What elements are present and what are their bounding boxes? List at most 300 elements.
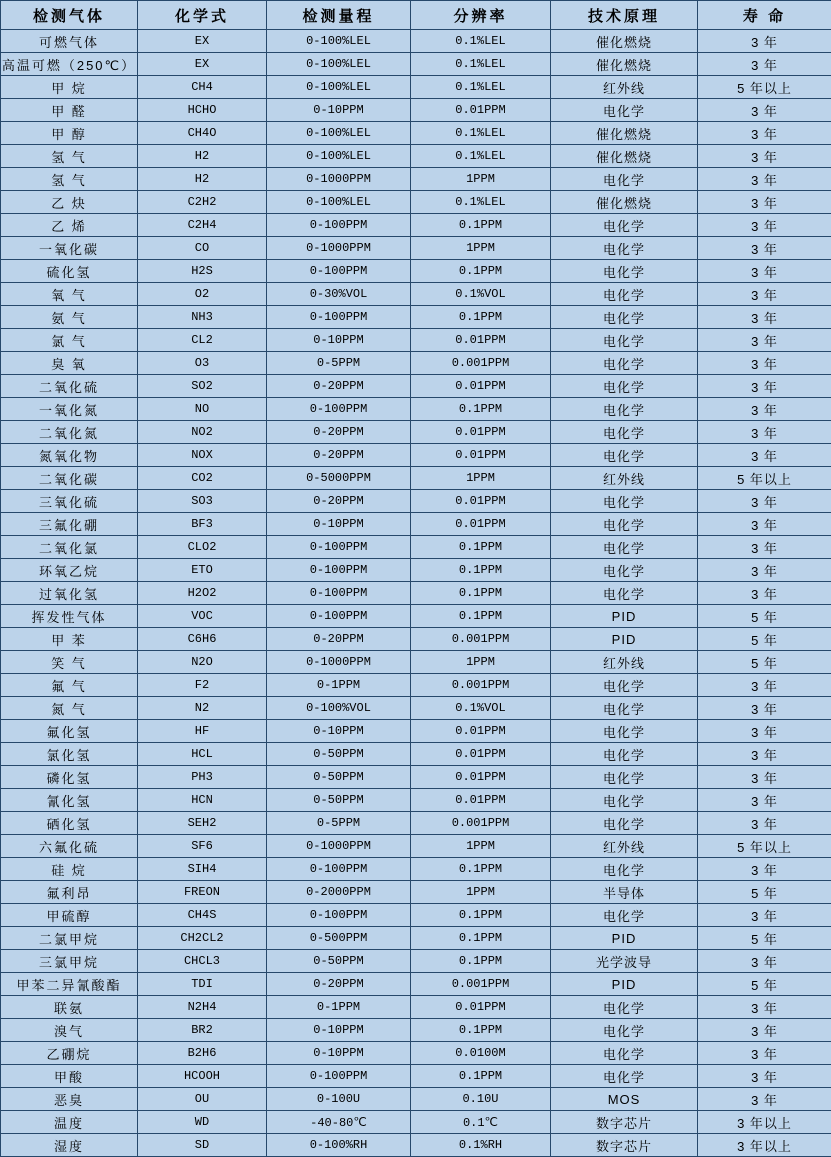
cell-principle: 电化学 <box>551 237 698 260</box>
cell-life: 3 年 <box>698 214 831 237</box>
cell-resolution: 0.01PPM <box>411 720 551 743</box>
table-row <box>1 352 831 375</box>
cell-life: 3 年 <box>698 950 831 973</box>
cell-range: 0-100%LEL <box>267 122 411 145</box>
cell-principle: 电化学 <box>551 1065 698 1088</box>
table-row <box>1 559 831 582</box>
cell-range: 0-20PPM <box>267 375 411 398</box>
cell-resolution: 0.1PPM <box>411 260 551 283</box>
cell-range: 0-500PPM <box>267 927 411 950</box>
cell-gas: 二氧化硫 <box>1 375 138 398</box>
cell-gas: 硒化氢 <box>1 812 138 835</box>
cell-gas: 磷化氢 <box>1 766 138 789</box>
cell-principle: 电化学 <box>551 214 698 237</box>
cell-resolution: 1PPM <box>411 651 551 674</box>
cell-range: 0-50PPM <box>267 950 411 973</box>
cell-principle: 红外线 <box>551 651 698 674</box>
cell-resolution: 0.1PPM <box>411 1065 551 1088</box>
cell-formula: SEH2 <box>138 812 267 835</box>
cell-resolution: 0.01PPM <box>411 996 551 1019</box>
cell-range: 0-100%RH <box>267 1134 411 1157</box>
cell-formula: CH2CL2 <box>138 927 267 950</box>
cell-range: 0-100PPM <box>267 260 411 283</box>
cell-resolution: 0.1PPM <box>411 582 551 605</box>
cell-principle: 电化学 <box>551 720 698 743</box>
cell-formula: SO2 <box>138 375 267 398</box>
cell-resolution: 0.1%LEL <box>411 76 551 99</box>
table-row <box>1 30 831 53</box>
cell-resolution: 0.1PPM <box>411 214 551 237</box>
cell-formula: H2S <box>138 260 267 283</box>
cell-gas: 氢 气 <box>1 168 138 191</box>
cell-life: 5 年 <box>698 605 831 628</box>
cell-range: 0-100%LEL <box>267 191 411 214</box>
cell-resolution: 0.1PPM <box>411 605 551 628</box>
cell-gas: 一氧化碳 <box>1 237 138 260</box>
table-row <box>1 1088 831 1111</box>
cell-formula: NO2 <box>138 421 267 444</box>
cell-life: 3 年 <box>698 122 831 145</box>
table-row <box>1 904 831 927</box>
cell-formula: FREON <box>138 881 267 904</box>
cell-gas: 甲硫醇 <box>1 904 138 927</box>
cell-resolution: 0.1PPM <box>411 904 551 927</box>
cell-life: 3 年 <box>698 191 831 214</box>
cell-principle: 电化学 <box>551 674 698 697</box>
cell-range: 0-10PPM <box>267 513 411 536</box>
table-row <box>1 145 831 168</box>
cell-life: 3 年 <box>698 53 831 76</box>
cell-principle: 半导体 <box>551 881 698 904</box>
cell-range: -40-80℃ <box>267 1111 411 1134</box>
table-row <box>1 766 831 789</box>
cell-range: 0-50PPM <box>267 766 411 789</box>
table-row <box>1 191 831 214</box>
cell-life: 5 年 <box>698 651 831 674</box>
cell-principle: PID <box>551 927 698 950</box>
cell-formula: CH4 <box>138 76 267 99</box>
cell-life: 3 年 <box>698 559 831 582</box>
table-row <box>1 1042 831 1065</box>
cell-principle: 电化学 <box>551 421 698 444</box>
cell-formula: CO <box>138 237 267 260</box>
cell-range: 0-100PPM <box>267 904 411 927</box>
table-row <box>1 628 831 651</box>
cell-range: 0-1000PPM <box>267 168 411 191</box>
cell-formula: EX <box>138 53 267 76</box>
cell-formula: WD <box>138 1111 267 1134</box>
cell-resolution: 0.001PPM <box>411 812 551 835</box>
cell-formula: C2H2 <box>138 191 267 214</box>
cell-range: 0-100PPM <box>267 605 411 628</box>
cell-principle: 红外线 <box>551 76 698 99</box>
cell-principle: 电化学 <box>551 306 698 329</box>
cell-principle: 数字芯片 <box>551 1134 698 1157</box>
cell-formula: H2O2 <box>138 582 267 605</box>
cell-formula: O2 <box>138 283 267 306</box>
cell-range: 0-5000PPM <box>267 467 411 490</box>
cell-resolution: 0.1PPM <box>411 858 551 881</box>
table-row <box>1 1019 831 1042</box>
cell-resolution: 0.1%VOL <box>411 283 551 306</box>
table-row <box>1 467 831 490</box>
cell-gas: 高温可燃（250℃） <box>1 53 138 76</box>
cell-gas: 甲 烷 <box>1 76 138 99</box>
cell-formula: N2H4 <box>138 996 267 1019</box>
cell-resolution: 0.01PPM <box>411 421 551 444</box>
cell-life: 3 年 <box>698 168 831 191</box>
cell-life: 3 年 <box>698 513 831 536</box>
cell-resolution: 0.001PPM <box>411 628 551 651</box>
column-header-gas: 检测气体 <box>1 1 138 30</box>
cell-formula: N2O <box>138 651 267 674</box>
cell-life: 3 年 <box>698 145 831 168</box>
cell-formula: N2 <box>138 697 267 720</box>
cell-formula: SO3 <box>138 490 267 513</box>
cell-life: 3 年 <box>698 99 831 122</box>
cell-principle: 红外线 <box>551 467 698 490</box>
cell-resolution: 0.1PPM <box>411 559 551 582</box>
cell-gas: 三氯甲烷 <box>1 950 138 973</box>
cell-principle: 电化学 <box>551 513 698 536</box>
cell-formula: CH4O <box>138 122 267 145</box>
cell-gas: 臭 氧 <box>1 352 138 375</box>
cell-formula: SF6 <box>138 835 267 858</box>
cell-life: 3 年 <box>698 743 831 766</box>
cell-life: 3 年以上 <box>698 1134 831 1157</box>
cell-gas: 氯 气 <box>1 329 138 352</box>
table-row <box>1 237 831 260</box>
cell-resolution: 0.01PPM <box>411 99 551 122</box>
cell-life: 3 年 <box>698 306 831 329</box>
cell-range: 0-10PPM <box>267 720 411 743</box>
cell-principle: 电化学 <box>551 352 698 375</box>
table-row <box>1 697 831 720</box>
cell-formula: TDI <box>138 973 267 996</box>
header-row <box>1 1 831 30</box>
cell-formula: OU <box>138 1088 267 1111</box>
cell-formula: O3 <box>138 352 267 375</box>
column-header-resolution: 分辨率 <box>411 1 551 30</box>
cell-gas: 乙硼烷 <box>1 1042 138 1065</box>
cell-principle: MOS <box>551 1088 698 1111</box>
table-row <box>1 927 831 950</box>
cell-range: 0-20PPM <box>267 421 411 444</box>
cell-gas: 氟利昂 <box>1 881 138 904</box>
table-row <box>1 53 831 76</box>
cell-principle: 电化学 <box>551 168 698 191</box>
cell-resolution: 0.1%VOL <box>411 697 551 720</box>
cell-life: 3 年 <box>698 329 831 352</box>
table-row <box>1 605 831 628</box>
cell-range: 0-20PPM <box>267 444 411 467</box>
cell-resolution: 0.1PPM <box>411 398 551 421</box>
cell-range: 0-50PPM <box>267 743 411 766</box>
cell-principle: 电化学 <box>551 1019 698 1042</box>
cell-range: 0-5PPM <box>267 812 411 835</box>
cell-life: 3 年 <box>698 582 831 605</box>
cell-life: 3 年以上 <box>698 1111 831 1134</box>
cell-formula: CL2 <box>138 329 267 352</box>
cell-range: 0-10PPM <box>267 1019 411 1042</box>
cell-life: 3 年 <box>698 398 831 421</box>
cell-resolution: 0.01PPM <box>411 743 551 766</box>
cell-resolution: 0.001PPM <box>411 352 551 375</box>
table-row <box>1 950 831 973</box>
cell-principle: 催化燃烧 <box>551 30 698 53</box>
cell-gas: 过氧化氢 <box>1 582 138 605</box>
cell-gas: 甲苯二异氰酸酯 <box>1 973 138 996</box>
cell-range: 0-50PPM <box>267 789 411 812</box>
table-row <box>1 99 831 122</box>
cell-resolution: 0.01PPM <box>411 766 551 789</box>
cell-life: 5 年以上 <box>698 835 831 858</box>
cell-resolution: 0.1%LEL <box>411 30 551 53</box>
cell-formula: CHCL3 <box>138 950 267 973</box>
cell-range: 0-100%LEL <box>267 145 411 168</box>
cell-range: 0-100PPM <box>267 1065 411 1088</box>
cell-gas: 氰化氢 <box>1 789 138 812</box>
cell-gas: 六氟化硫 <box>1 835 138 858</box>
cell-principle: 电化学 <box>551 444 698 467</box>
cell-range: 0-100PPM <box>267 582 411 605</box>
cell-range: 0-30%VOL <box>267 283 411 306</box>
cell-gas: 二氧化氮 <box>1 421 138 444</box>
cell-range: 0-2000PPM <box>267 881 411 904</box>
cell-range: 0-100PPM <box>267 214 411 237</box>
cell-gas: 恶臭 <box>1 1088 138 1111</box>
cell-formula: NH3 <box>138 306 267 329</box>
cell-gas: 氮氧化物 <box>1 444 138 467</box>
table-row <box>1 881 831 904</box>
table-row <box>1 444 831 467</box>
cell-gas: 挥发性气体 <box>1 605 138 628</box>
table-row <box>1 858 831 881</box>
cell-formula: HF <box>138 720 267 743</box>
cell-principle: 电化学 <box>551 536 698 559</box>
cell-range: 0-100%LEL <box>267 76 411 99</box>
cell-principle: PID <box>551 605 698 628</box>
cell-range: 0-1000PPM <box>267 237 411 260</box>
cell-principle: 电化学 <box>551 490 698 513</box>
column-header-principle: 技术原理 <box>551 1 698 30</box>
cell-range: 0-100%LEL <box>267 53 411 76</box>
cell-principle: 数字芯片 <box>551 1111 698 1134</box>
cell-gas: 一氧化氮 <box>1 398 138 421</box>
table-row <box>1 720 831 743</box>
cell-range: 0-100%LEL <box>267 30 411 53</box>
cell-formula: H2 <box>138 168 267 191</box>
cell-range: 0-100PPM <box>267 398 411 421</box>
cell-gas: 三氧化硫 <box>1 490 138 513</box>
cell-principle: 电化学 <box>551 904 698 927</box>
cell-formula: PH3 <box>138 766 267 789</box>
table-row <box>1 582 831 605</box>
table-row <box>1 651 831 674</box>
cell-life: 3 年 <box>698 996 831 1019</box>
cell-formula: NO <box>138 398 267 421</box>
cell-formula: C6H6 <box>138 628 267 651</box>
cell-principle: 催化燃烧 <box>551 145 698 168</box>
cell-resolution: 0.01PPM <box>411 444 551 467</box>
cell-life: 3 年 <box>698 674 831 697</box>
table-row <box>1 743 831 766</box>
cell-resolution: 0.1PPM <box>411 927 551 950</box>
cell-principle: 催化燃烧 <box>551 122 698 145</box>
cell-range: 0-100%VOL <box>267 697 411 720</box>
cell-principle: 红外线 <box>551 835 698 858</box>
cell-resolution: 0.1℃ <box>411 1111 551 1134</box>
cell-resolution: 0.1%RH <box>411 1134 551 1157</box>
cell-resolution: 1PPM <box>411 881 551 904</box>
cell-formula: HCHO <box>138 99 267 122</box>
cell-range: 0-5PPM <box>267 352 411 375</box>
column-header-life: 寿 命 <box>698 1 831 30</box>
cell-gas: 溴气 <box>1 1019 138 1042</box>
cell-gas: 氟化氢 <box>1 720 138 743</box>
table-row <box>1 513 831 536</box>
cell-formula: HCOOH <box>138 1065 267 1088</box>
cell-principle: 电化学 <box>551 1042 698 1065</box>
cell-life: 5 年以上 <box>698 76 831 99</box>
cell-principle: 电化学 <box>551 789 698 812</box>
cell-formula: ETO <box>138 559 267 582</box>
table-row <box>1 76 831 99</box>
cell-formula: SD <box>138 1134 267 1157</box>
cell-range: 0-1000PPM <box>267 651 411 674</box>
table-row <box>1 398 831 421</box>
table-row <box>1 835 831 858</box>
column-header-formula: 化学式 <box>138 1 267 30</box>
cell-resolution: 0.1%LEL <box>411 122 551 145</box>
cell-resolution: 1PPM <box>411 467 551 490</box>
cell-range: 0-100U <box>267 1088 411 1111</box>
cell-gas: 氧 气 <box>1 283 138 306</box>
cell-principle: 光学波导 <box>551 950 698 973</box>
cell-resolution: 0.1PPM <box>411 306 551 329</box>
cell-principle: 电化学 <box>551 996 698 1019</box>
cell-principle: 电化学 <box>551 582 698 605</box>
cell-resolution: 0.1PPM <box>411 1019 551 1042</box>
cell-gas: 甲 醛 <box>1 99 138 122</box>
cell-resolution: 0.1PPM <box>411 536 551 559</box>
table-header <box>1 1 831 30</box>
cell-resolution: 0.0100M <box>411 1042 551 1065</box>
cell-range: 0-1000PPM <box>267 835 411 858</box>
cell-principle: 电化学 <box>551 858 698 881</box>
cell-life: 3 年 <box>698 30 831 53</box>
table-row <box>1 536 831 559</box>
cell-life: 3 年 <box>698 375 831 398</box>
cell-life: 5 年 <box>698 973 831 996</box>
cell-gas: 氯化氢 <box>1 743 138 766</box>
cell-principle: 电化学 <box>551 812 698 835</box>
cell-principle: 电化学 <box>551 743 698 766</box>
cell-gas: 三氟化硼 <box>1 513 138 536</box>
cell-life: 3 年 <box>698 352 831 375</box>
cell-formula: VOC <box>138 605 267 628</box>
cell-resolution: 0.1%LEL <box>411 145 551 168</box>
table-row <box>1 260 831 283</box>
cell-life: 3 年 <box>698 1042 831 1065</box>
table-row <box>1 1134 831 1157</box>
cell-formula: F2 <box>138 674 267 697</box>
cell-gas: 笑 气 <box>1 651 138 674</box>
cell-gas: 温度 <box>1 1111 138 1134</box>
table-row <box>1 122 831 145</box>
cell-life: 3 年 <box>698 237 831 260</box>
cell-resolution: 0.1%LEL <box>411 191 551 214</box>
cell-principle: 电化学 <box>551 697 698 720</box>
cell-gas: 环氧乙烷 <box>1 559 138 582</box>
cell-gas: 氟 气 <box>1 674 138 697</box>
cell-range: 0-100PPM <box>267 306 411 329</box>
cell-life: 3 年 <box>698 858 831 881</box>
cell-resolution: 0.10U <box>411 1088 551 1111</box>
cell-life: 3 年 <box>698 283 831 306</box>
cell-resolution: 0.001PPM <box>411 674 551 697</box>
cell-range: 0-1PPM <box>267 674 411 697</box>
table-row <box>1 306 831 329</box>
cell-principle: 电化学 <box>551 260 698 283</box>
table-row <box>1 168 831 191</box>
cell-principle: 电化学 <box>551 559 698 582</box>
cell-range: 0-10PPM <box>267 329 411 352</box>
cell-resolution: 0.001PPM <box>411 973 551 996</box>
cell-gas: 氮 气 <box>1 697 138 720</box>
cell-range: 0-10PPM <box>267 1042 411 1065</box>
table-row <box>1 789 831 812</box>
cell-formula: HCL <box>138 743 267 766</box>
table-row <box>1 329 831 352</box>
cell-formula: C2H4 <box>138 214 267 237</box>
cell-range: 0-20PPM <box>267 973 411 996</box>
cell-principle: 电化学 <box>551 766 698 789</box>
cell-life: 3 年 <box>698 1088 831 1111</box>
cell-life: 3 年 <box>698 421 831 444</box>
cell-gas: 乙 烯 <box>1 214 138 237</box>
table-row <box>1 490 831 513</box>
cell-life: 5 年以上 <box>698 467 831 490</box>
table-row <box>1 421 831 444</box>
cell-life: 3 年 <box>698 789 831 812</box>
cell-life: 3 年 <box>698 536 831 559</box>
cell-life: 3 年 <box>698 904 831 927</box>
cell-formula: SIH4 <box>138 858 267 881</box>
column-header-range: 检测量程 <box>267 1 411 30</box>
table-row <box>1 812 831 835</box>
cell-resolution: 0.1PPM <box>411 950 551 973</box>
cell-life: 3 年 <box>698 720 831 743</box>
cell-gas: 可燃气体 <box>1 30 138 53</box>
cell-range: 0-20PPM <box>267 490 411 513</box>
cell-life: 3 年 <box>698 766 831 789</box>
table-row <box>1 283 831 306</box>
cell-life: 3 年 <box>698 812 831 835</box>
cell-life: 3 年 <box>698 697 831 720</box>
cell-gas: 硫化氢 <box>1 260 138 283</box>
cell-resolution: 1PPM <box>411 168 551 191</box>
table-row <box>1 1065 831 1088</box>
cell-range: 0-100PPM <box>267 559 411 582</box>
cell-gas: 甲酸 <box>1 1065 138 1088</box>
cell-gas: 乙 炔 <box>1 191 138 214</box>
table-row <box>1 214 831 237</box>
cell-principle: 电化学 <box>551 375 698 398</box>
cell-gas: 甲 苯 <box>1 628 138 651</box>
cell-life: 3 年 <box>698 490 831 513</box>
table-body <box>1 30 831 1157</box>
